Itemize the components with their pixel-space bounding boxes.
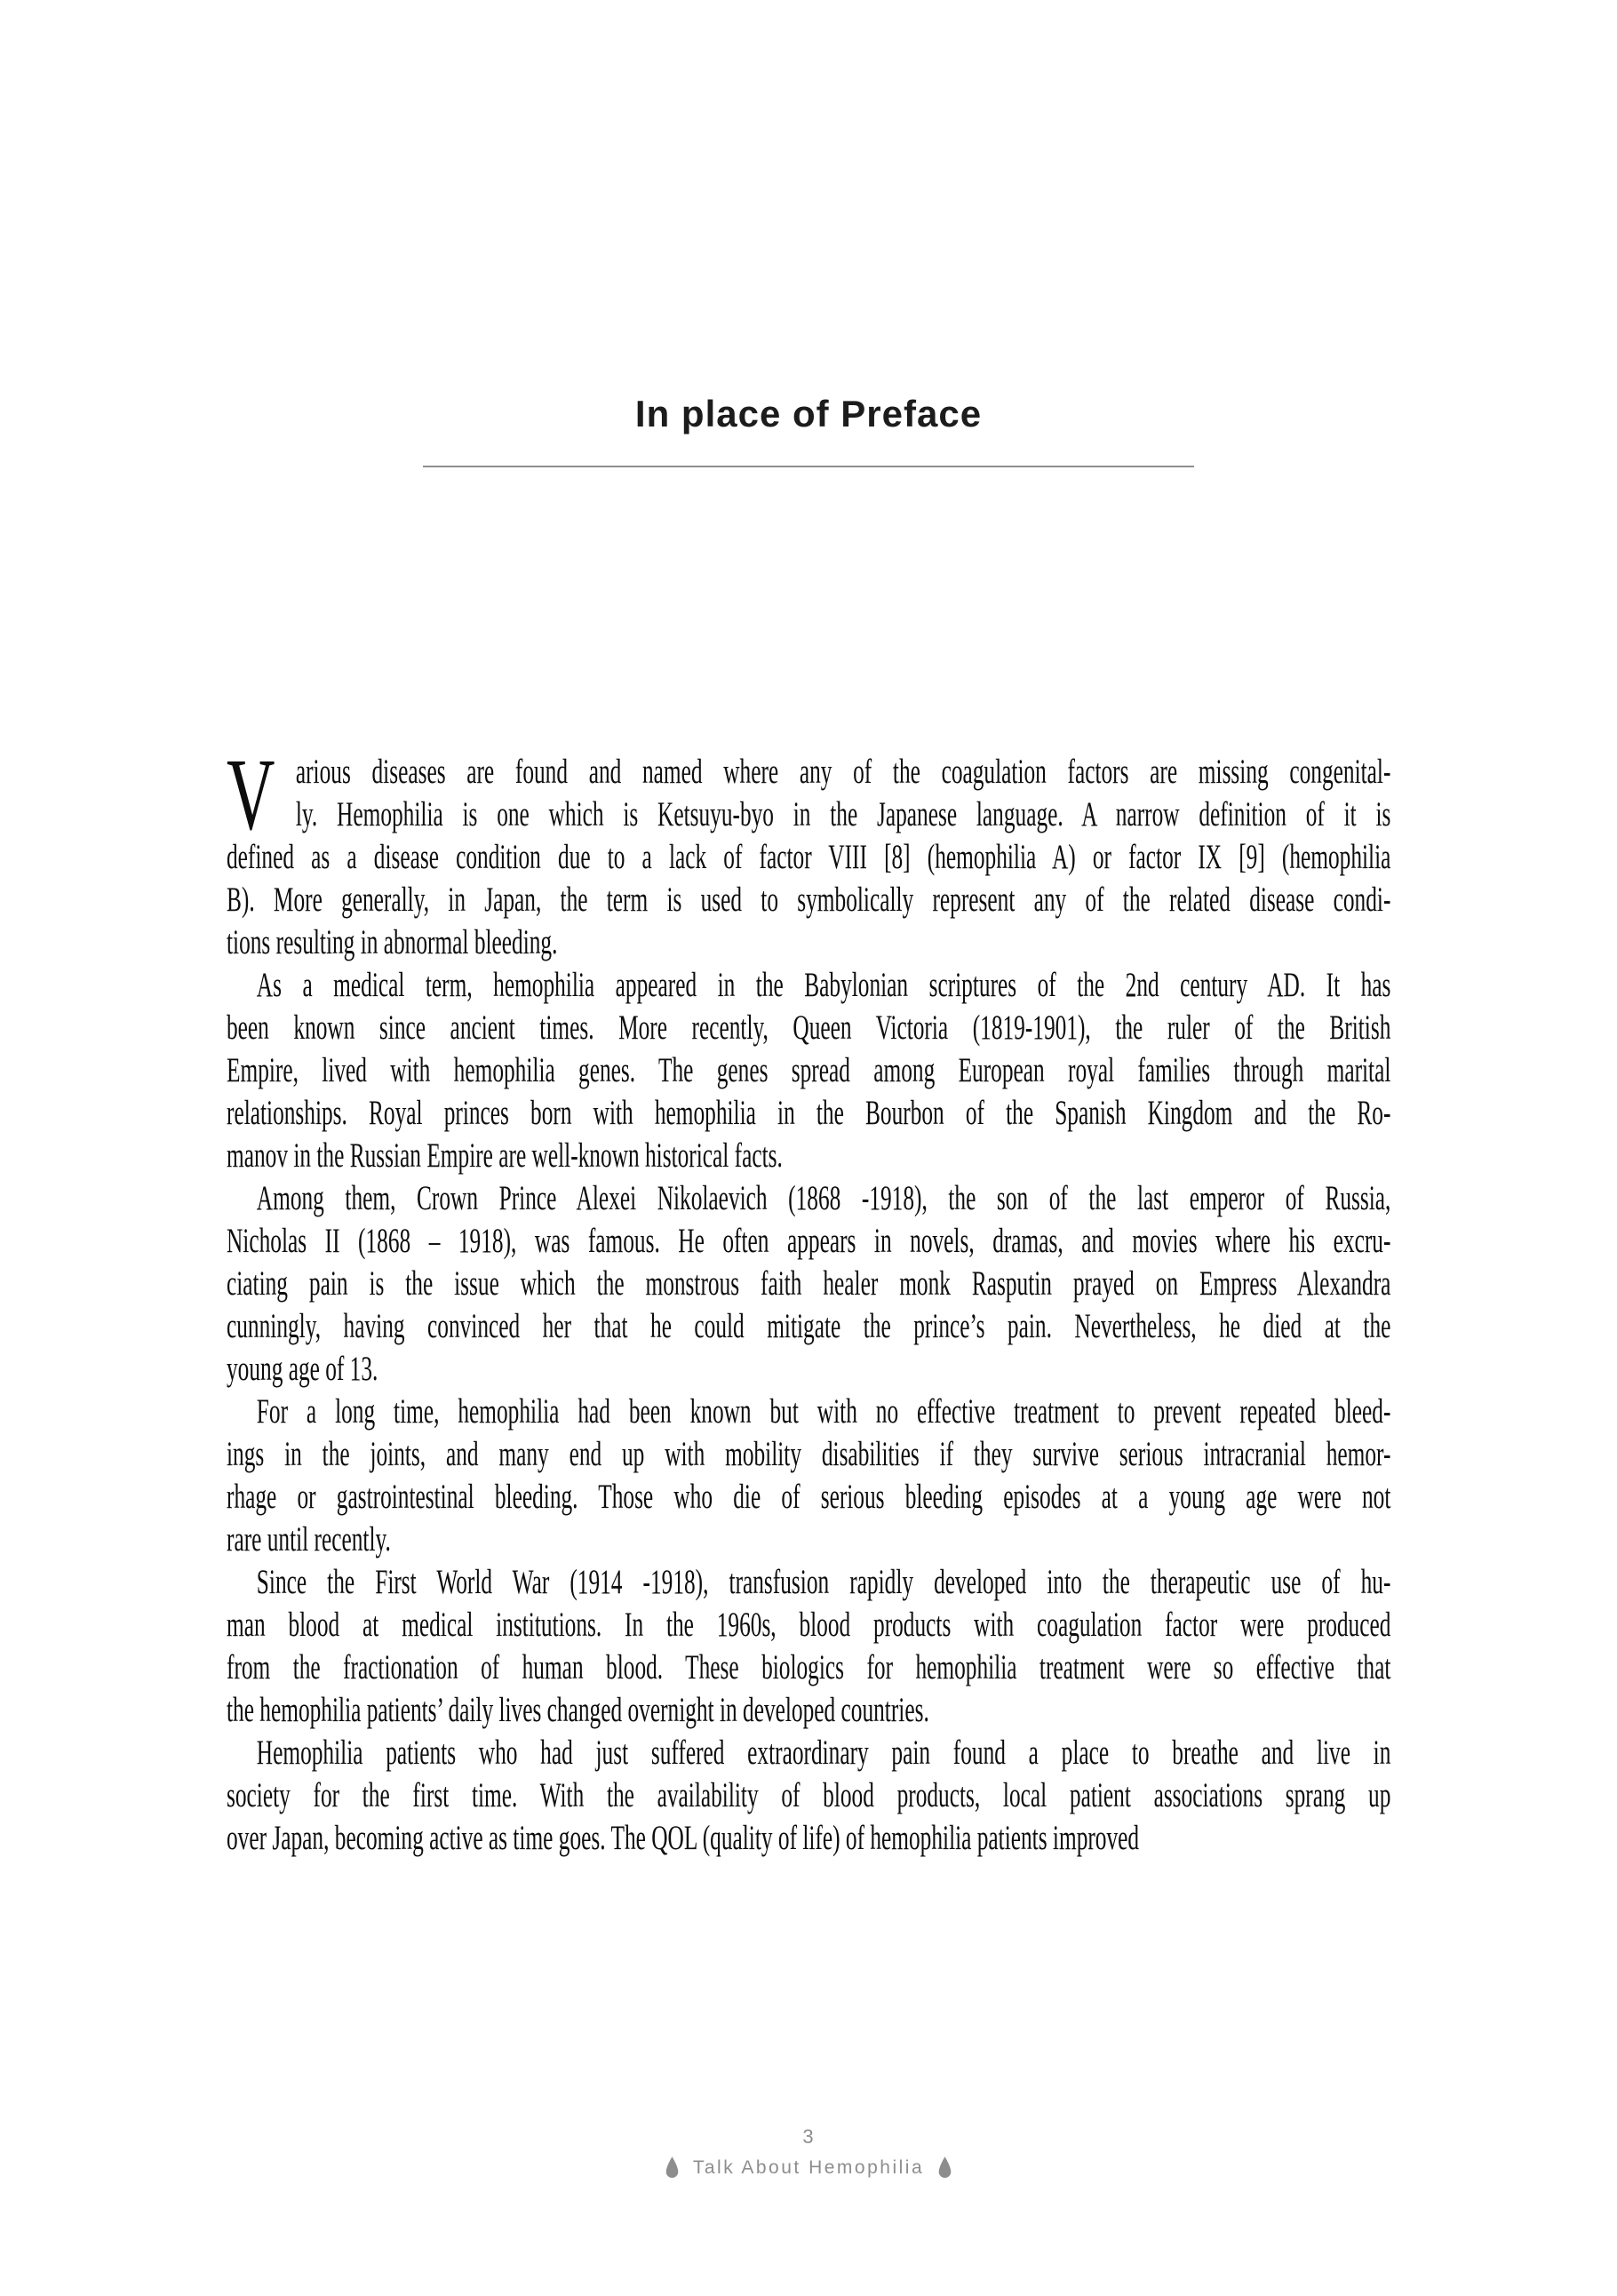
text-line: been known since ancient times. More recently, Queen Victoria (1819-1901), the ruler of the British bbox=[227, 1008, 1391, 1047]
text-line: B). More generally, in Japan, the term is used to symbolically represent any of the related disease condi- bbox=[227, 881, 1391, 919]
chapter-header bbox=[0, 391, 1617, 467]
text-line: ly. Hemophilia is one which is Ketsuyu-byo in the Japanese language. A narrow definition of it is bbox=[295, 795, 1391, 833]
text-line: arious diseases are found and named where any of the coagulation factors are missing congenital- bbox=[295, 753, 1391, 791]
text-line: As a medical term, hemophilia appeared in the Babylonian scriptures of the 2nd century AD. It has bbox=[256, 966, 1391, 1004]
text-line: ciating pain is the issue which the monstrous faith healer monk Rasputin prayed on Empress Alexandra bbox=[227, 1264, 1391, 1303]
text-line: defined as a disease condition due to a lack of factor VIII [8] (hemophilia A) or factor IX [9] (hemophilia bbox=[227, 838, 1391, 876]
text-line: Empire, lived with hemophilia genes. The genes spread among European royal families through marital bbox=[227, 1051, 1391, 1089]
text-line: cunningly, having convinced her that he could mitigate the prince’s pain. Nevertheless, he died at the bbox=[227, 1307, 1391, 1345]
text-line: the hemophilia patients’ daily lives changed overnight in developed countries. bbox=[227, 1691, 929, 1729]
text-line: from the fractionation of human blood. These biologics for hemophilia treatment were so effective that bbox=[227, 1648, 1391, 1686]
text-line: rhage or gastrointestinal bleeding. Those who die of serious bleeding episodes at a young age were not bbox=[227, 1478, 1391, 1516]
paragraph bbox=[227, 1561, 1390, 1732]
text-line: young age of 13. bbox=[227, 1350, 378, 1388]
text-line: Nicholas II (1868 – 1918), was famous. He often appears in novels, dramas, and movies where his excru- bbox=[227, 1222, 1391, 1260]
text-line: Among them, Crown Prince Alexei Nikolaevich (1868 -1918), the son of the last emperor of Russia, bbox=[256, 1179, 1391, 1217]
paragraph bbox=[227, 738, 1391, 964]
title-divider bbox=[423, 466, 1194, 467]
text-line: For a long time, hemophilia had been known but with no effective treatment to prevent repeated bleed- bbox=[256, 1392, 1391, 1431]
paragraph bbox=[227, 1732, 1390, 1860]
text-line: ings in the joints, and many end up with mobility disabilities if they survive serious intracranial hemor- bbox=[227, 1435, 1391, 1473]
text-line: man blood at medical institutions. In the 1960s, blood products with coagulation factor were produced bbox=[227, 1606, 1391, 1644]
footer-title: Talk About Hemophilia bbox=[692, 2157, 925, 2178]
paragraph bbox=[227, 964, 1390, 1177]
text-line: manov in the Russian Empire are well-known historical facts. bbox=[227, 1136, 783, 1175]
blood-drop-icon bbox=[937, 2156, 952, 2180]
paragraph bbox=[227, 1177, 1390, 1391]
text-line: Hemophilia patients who had just suffered extraordinary pain found a place to breathe and live in bbox=[256, 1734, 1391, 1772]
page-number: 3 bbox=[802, 2125, 815, 2148]
drop-cap: V bbox=[227, 738, 275, 852]
running-footer bbox=[0, 2155, 1617, 2181]
blood-drop-icon bbox=[665, 2156, 680, 2180]
text-line: Since the First World War (1914 -1918), transfusion rapidly developed into the therapeutic use of hu- bbox=[256, 1563, 1391, 1601]
paragraph bbox=[227, 1391, 1390, 1561]
body-text bbox=[227, 738, 1391, 1860]
text-line: over Japan, becoming active as time goes. The QOL (quality of life) of hemophilia patients improved bbox=[227, 1819, 1140, 1857]
text-line: society for the first time. With the availability of blood products, local patient associations sprang up bbox=[227, 1776, 1391, 1814]
text-line: tions resulting in abnormal bleeding. bbox=[227, 923, 558, 961]
page-footer bbox=[0, 2125, 1617, 2181]
text-line: rare until recently. bbox=[227, 1520, 391, 1559]
page-title: In place of Preface bbox=[634, 393, 983, 434]
text-line: relationships. Royal princes born with hemophilia in the Bourbon of the Spanish Kingdom and the Ro- bbox=[227, 1094, 1391, 1132]
